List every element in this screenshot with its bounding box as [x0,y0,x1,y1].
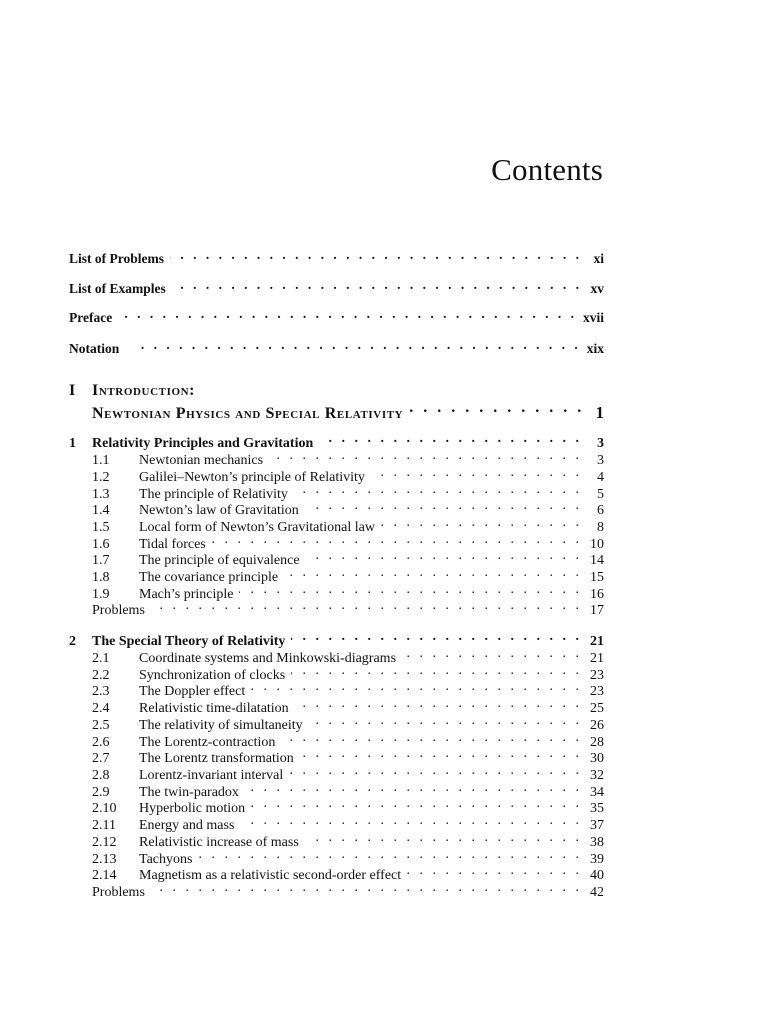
part-number: I [69,382,76,399]
toc-leader-dots [281,729,582,746]
toc-leader-dots [269,447,582,464]
section-title: Local form of Newton’s Gravitational law [139,520,375,535]
section-number: 1.7 [92,553,110,568]
toc-page-number: 8 [597,520,604,535]
chapter-number: 2 [69,634,76,649]
toc-problems-item[interactable] [69,597,604,619]
toc-page-number: 32 [590,768,604,783]
problems-label: Problems [92,603,145,618]
toc-page-number: 26 [590,718,604,733]
toc-leader-dots [118,305,577,322]
toc-page-number: 25 [590,701,604,716]
toc-leader-dots [305,497,582,514]
toc-page-number: 14 [590,553,604,568]
section-number: 1.2 [92,470,110,485]
section-number: 2.9 [92,785,110,800]
toc-leader-dots [172,276,582,293]
section-title: The relativity of simultaneity [139,718,303,733]
toc-leader-dots [402,645,582,662]
section-title: Tidal forces [139,537,206,552]
toc-page-number: 39 [590,852,604,867]
chapter-title: Relativity Principles and Gravitation [92,436,314,451]
toc-page-number: xvii [582,310,604,325]
toc-leader-dots [289,762,582,779]
toc-page-number: 28 [590,735,604,750]
part-title-line1: Introduction: [92,382,196,399]
toc-leader-dots [133,336,580,353]
section-number: 2.14 [92,868,117,883]
section-number: 2.2 [92,668,110,683]
toc-front-label: Preface [69,310,113,325]
section-number: 1.9 [92,587,110,602]
section-title: Coordinate systems and Minkowski-diagrams [139,651,397,666]
section-number: 1.1 [92,453,110,468]
problems-label: Problems [92,885,145,900]
section-title: Newton’s law of Gravitation [139,503,299,518]
toc-leader-dots [371,464,582,481]
toc-page-number: 6 [597,503,604,518]
section-number: 1.4 [92,503,110,518]
toc-leader-dots [294,481,582,498]
toc-leader-dots [251,795,582,812]
page-title: Contents [491,152,603,187]
toc-page-number: xix [586,341,604,356]
toc-page-number: 34 [590,785,604,800]
toc-page-number: 16 [590,587,604,602]
section-number: 2.13 [92,852,117,867]
section-number: 2.1 [92,651,110,666]
section-title: Energy and mass [139,818,235,833]
toc-leader-dots [198,846,582,863]
section-title: Relativistic increase of mass [139,835,299,850]
toc-page-number: 37 [590,818,604,833]
section-title: Hyperbolic motion [139,801,246,816]
toc-page-number: 30 [590,751,604,766]
section-title: Tachyons [139,852,193,867]
section-title: The twin-paradox [139,785,239,800]
section-title: The principle of Relativity [139,487,288,502]
section-number: 2.7 [92,751,110,766]
toc-leader-dots [407,862,582,879]
toc-leader-dots [295,695,582,712]
section-number: 2.4 [92,701,110,716]
section-title: Mach’s principle [139,587,234,602]
toc-leader-dots [212,531,582,548]
section-title: The principle of equivalence [139,553,300,568]
toc-leader-dots [300,745,582,762]
section-number: 1.5 [92,520,110,535]
toc-leader-dots [239,581,582,598]
section-title: Newtonian mechanics [139,453,264,468]
toc-page-number: 3 [597,436,604,451]
toc-page-number: 4 [597,470,604,485]
section-number: 1.3 [92,487,110,502]
toc-leader-dots [151,597,582,614]
toc-page-number: 40 [590,868,604,883]
toc-page-number: xv [590,281,604,296]
toc-page-number: 38 [590,835,604,850]
toc-leader-dots [251,678,582,695]
toc-leader-dots [319,430,582,447]
toc-page-number: 23 [590,668,604,683]
part-title-line2: Newtonian Physics and Special Relativity [92,405,404,422]
section-number: 1.6 [92,537,110,552]
toc-page-number: 17 [590,603,604,618]
section-number: 2.10 [92,801,117,816]
toc-front-label: List of Problems [69,251,164,266]
toc-front-item[interactable] [69,336,604,357]
toc-leader-dots [151,879,582,896]
toc-page-number: 15 [590,570,604,585]
toc-page-number: 23 [590,684,604,699]
toc-front-item[interactable] [69,246,604,267]
toc-leader-dots [409,399,589,418]
chapter-title: The Special Theory of Relativity [92,634,286,649]
section-title: Synchronization of clocks [139,668,286,683]
section-number: 2.3 [92,684,110,699]
section-number: 2.12 [92,835,117,850]
toc-leader-dots [284,564,582,581]
toc-leader-dots [245,779,582,796]
section-title: Magnetism as a relativistic second-order effect [139,868,402,883]
toc-part-heading[interactable] [69,382,604,420]
section-title: The covariance principle [139,570,279,585]
toc-page-number: 21 [590,651,604,666]
toc-page-number: 35 [590,801,604,816]
toc-page-number: 3 [597,453,604,468]
toc-front-label: List of Examples [69,281,166,296]
section-title: The Lorentz transformation [139,751,294,766]
toc-leader-dots [170,246,582,263]
toc-front-item[interactable] [69,305,604,326]
section-title: Relativistic time-dilatation [139,701,289,716]
toc-front-item[interactable] [69,276,604,297]
toc-leader-dots [309,712,582,729]
section-title: The Lorentz-contraction [139,735,276,750]
chapter-number: 1 [69,436,76,451]
section-number: 2.8 [92,768,110,783]
section-number: 2.11 [92,818,116,833]
toc-page-number: 10 [590,537,604,552]
toc-leader-dots [381,514,582,531]
toc-leader-dots [291,662,582,679]
toc-problems-item[interactable] [69,879,604,901]
toc-page-number: 5 [597,487,604,502]
section-number: 1.8 [92,570,110,585]
section-number: 2.5 [92,718,110,733]
toc-leader-dots [305,829,582,846]
section-title: Galilei–Newton’s principle of Relativity [139,470,365,485]
toc-page-number: 21 [590,634,604,649]
section-title: The Doppler effect [139,684,246,699]
section-number: 2.6 [92,735,110,750]
toc-leader-dots [240,812,582,829]
toc-page-number: 1 [595,403,604,422]
section-title: Lorentz-invariant interval [139,768,284,783]
toc-page-number: xi [593,251,604,266]
toc-leader-dots [291,628,582,645]
toc-front-label: Notation [69,341,120,356]
toc-leader-dots [306,547,582,564]
toc-page-number: 42 [590,885,604,900]
